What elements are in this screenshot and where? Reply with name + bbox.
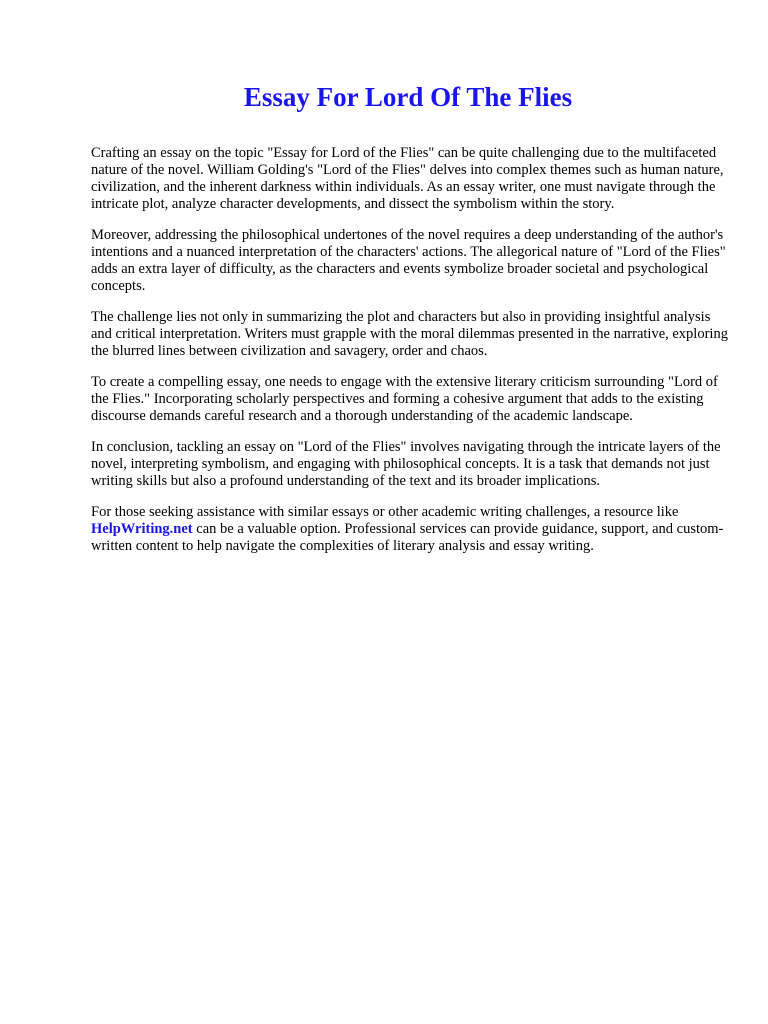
- paragraph-criticism: To create a compelling essay, one needs to engage with the extensive literary criticism surrounding "Lord of the Flies." Incorporating scholarly perspectives and forming a cohesive argument that adds to the existing discourse demands careful research and a thorough understanding of the academic landscape.: [91, 374, 718, 424]
- paragraph-challenge: The challenge lies not only in summarizing the plot and characters but also in providing insightful analysis and critical interpretation. Writers must grapple with the moral dilemmas presented in the narrative, exploring the blurred lines between civilization and savagery, order and chaos.: [91, 309, 728, 359]
- paragraph-conclusion: In conclusion, tackling an essay on "Lord of the Flies" involves navigating through the intricate layers of the novel, interpreting symbolism, and engaging with philosophical concepts. It is a task that demands not just writing skills but also a profound understanding of the text and its broader implications.: [91, 439, 721, 489]
- paragraph-intro: Crafting an essay on the topic "Essay for Lord of the Flies" can be quite challenging due to the multifaceted nature of the novel. William Golding's "Lord of the Flies" delves into complex themes such as human nature, civilization, and the inherent darkness within individuals. As an essay writer, one must navigate through the intricate plot, analyze character developments, and dissect the symbolism within the story.: [91, 145, 724, 212]
- helpwriting-link[interactable]: HelpWriting.net: [91, 521, 193, 537]
- closing-text-after-link: can be a valuable option. Professional services can provide guidance, support, and custom-written content to help navigate the complexities of literary analysis and essay writing.: [91, 521, 724, 554]
- paragraph-philosophy: Moreover, addressing the philosophical undertones of the novel requires a deep understanding of the author's intentions and a nuanced interpretation of the characters' actions. The allegorical nature of "Lord of the Flies" adds an extra layer of difficulty, as the characters and events symbolize broader societal and psychological concepts.: [91, 227, 726, 294]
- paragraph-closing: [91, 504, 731, 555]
- document-title: Essay For Lord Of The Flies: [243, 82, 573, 112]
- closing-text-before-link: For those seeking assistance with similar essays or other academic writing challenges, a resource like: [91, 504, 679, 520]
- document-body: [91, 145, 731, 569]
